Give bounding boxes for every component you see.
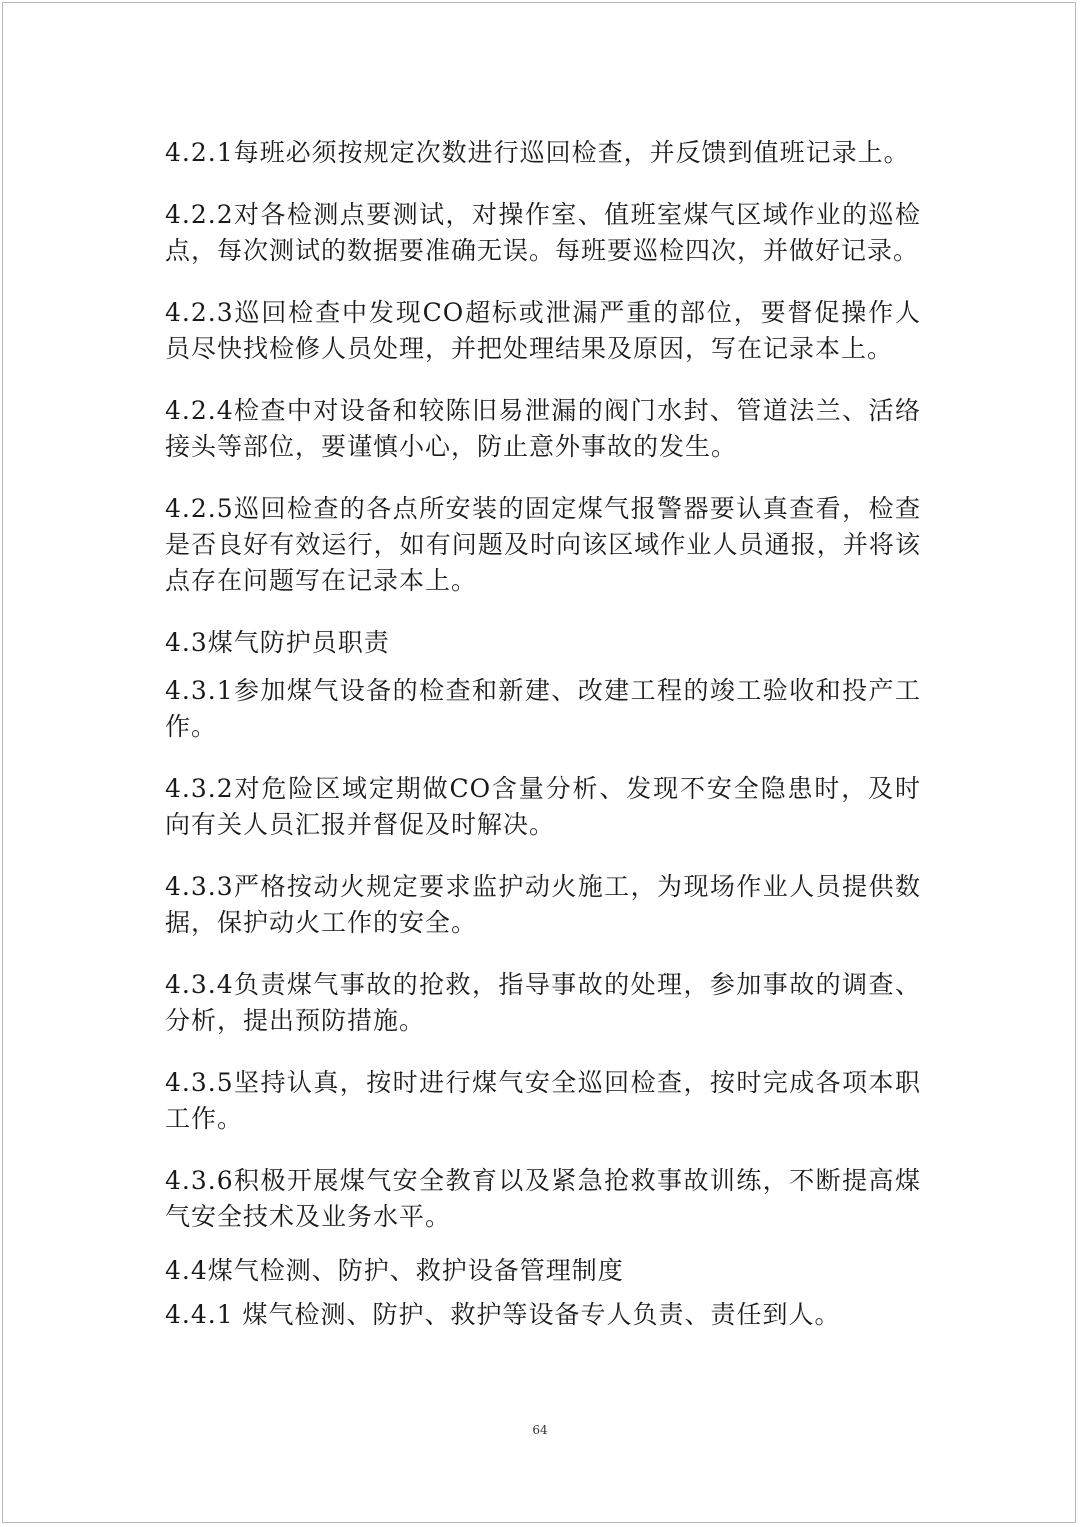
paragraph-4-2-1: 4.2.1每班必须按规定次数进行巡回检查，并反馈到值班记录上。 [165, 138, 910, 167]
document-body [165, 131, 921, 1333]
paragraph-4-3-2: 4.3.2对危险区域定期做CO含量分析、发现不安全隐患时，及时向有关人员汇报并督促及时解决。 [165, 774, 921, 839]
paragraph-4-3-1: 4.3.1参加煤气设备的检查和新建、改建工程的竣工验收和投产工作。 [165, 676, 921, 741]
section-heading-4-3: 4.3煤气防护员职责 [165, 628, 390, 657]
paragraph-4-3-5: 4.3.5坚持认真，按时进行煤气安全巡回检查，按时完成各项本职工作。 [165, 1068, 921, 1133]
document-page [2, 2, 1076, 1523]
paragraph-4-2-2: 4.2.2对各检测点要测试，对操作室、值班室煤气区域作业的巡检点，每次测试的数据要准确无误。每班要巡检四次，并做好记录。 [165, 200, 921, 265]
paragraph-4-2-5: 4.2.5巡回检查的各点所安装的固定煤气报警器要认真查看，检查是否良好有效运行，如有问题及时向该区域作业人员通报，并将该点存在问题写在记录本上。 [165, 494, 921, 595]
paragraph-4-2-3: 4.2.3巡回检查中发现CO超标或泄漏严重的部位，要督促操作人员尽快找检修人员处理，并把处理结果及原因，写在记录本上。 [165, 298, 921, 363]
paragraph-4-3-3: 4.3.3严格按动火规定要求监护动火施工，为现场作业人员提供数据，保护动火工作的安全。 [165, 872, 921, 937]
section-heading-4-4: 4.4煤气检测、防护、救护设备管理制度 [165, 1256, 624, 1285]
paragraph-4-3-6: 4.3.6积极开展煤气安全教育以及紧急抢救事故训练，不断提高煤气安全技术及业务水平。 [165, 1166, 921, 1231]
paragraph-4-3-4: 4.3.4负责煤气事故的抢救，指导事故的处理，参加事故的调查、分析，提出预防措施。 [165, 970, 921, 1035]
paragraph-4-4-1: 4.4.1 煤气检测、防护、救护等设备专人负责、责任到人。 [165, 1300, 841, 1329]
paragraph-4-2-4: 4.2.4检查中对设备和较陈旧易泄漏的阀门水封、管道法兰、活络接头等部位，要谨慎小心，防止意外事故的发生。 [165, 396, 921, 461]
page-number: 64 [532, 1423, 548, 1437]
